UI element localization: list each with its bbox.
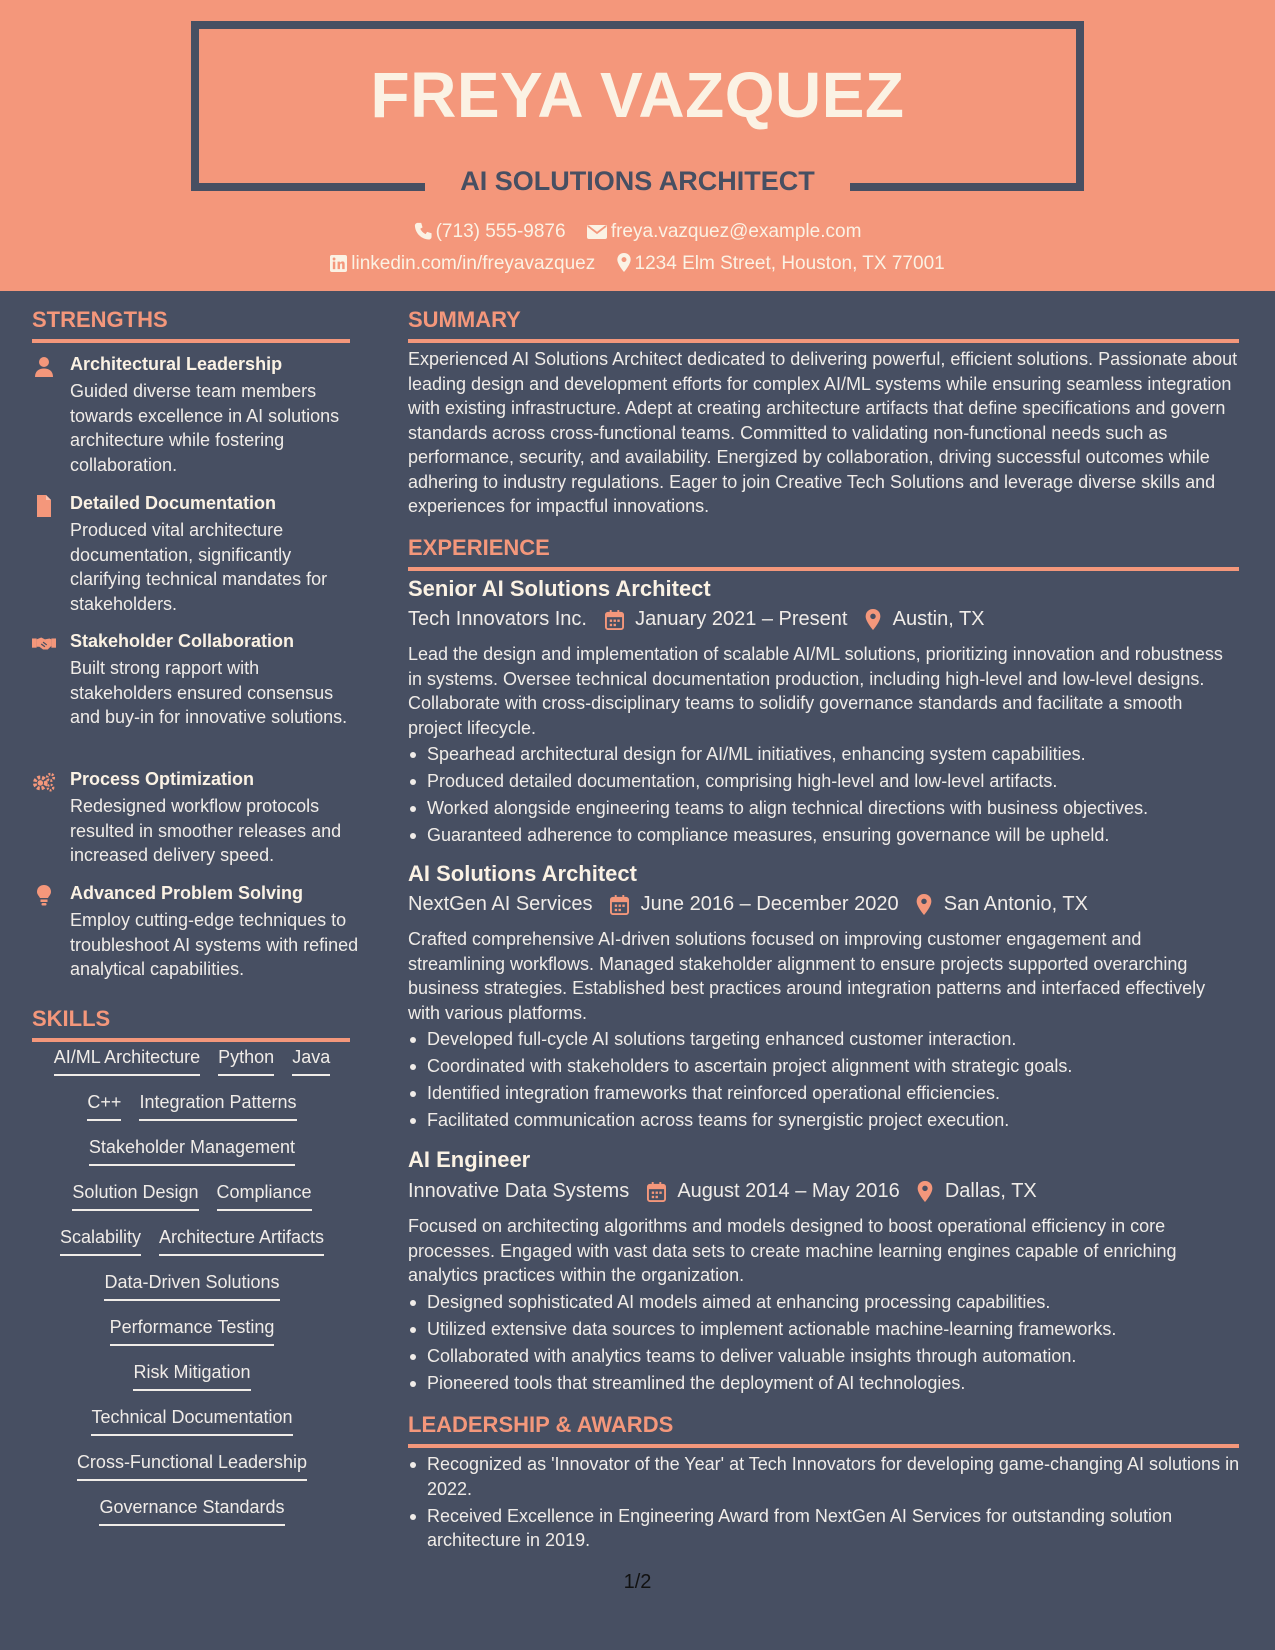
awards-list: [408, 1452, 1240, 1555]
envelope-icon: [587, 224, 607, 240]
page-number: 1/2: [623, 1571, 652, 1593]
job-meta: [408, 608, 985, 631]
list-item: Produced detailed documentation, comprising high-level and low-level artifacts.: [408, 769, 1240, 794]
strengths-heading: STRENGTHS: [32, 307, 350, 343]
resume-header: [0, 0, 1275, 291]
strength-description: Built strong rapport with stakeholders ensured consensus and buy-in for innovative solutions.: [70, 658, 348, 727]
skill-tag: Performance Testing: [110, 1317, 275, 1346]
job-role: AI Engineer: [408, 1147, 531, 1172]
map-pin-icon: [916, 894, 932, 915]
skill-row: [32, 1227, 352, 1272]
strength-title: Advanced Problem Solving: [70, 883, 304, 903]
lightbulb-icon: [32, 885, 56, 907]
skill-row: [32, 1362, 352, 1407]
job-company: NextGen AI Services: [408, 893, 593, 916]
address-contact: [617, 253, 945, 275]
skill-tag: Architecture Artifacts: [159, 1227, 324, 1256]
linkedin-text: linkedin.com/in/freyavazquez: [351, 253, 596, 274]
skill-row: [32, 1452, 352, 1497]
list-item: Pioneered tools that streamlined the deployment of AI technologies.: [408, 1371, 1240, 1396]
map-pin-icon: [865, 609, 881, 630]
job-description: Focused on architecting algorithms and models designed to boost operational efficiency in core processes. Engaged with vast data sets to create machine learning engines capable of enriching analytics practices within the organization.: [408, 1216, 1177, 1285]
skill-tag: Governance Standards: [99, 1497, 284, 1526]
contact-line-1: [0, 221, 1275, 243]
summary-text: Experienced AI Solutions Architect dedicated to delivering powerful, efficient solutions. Passionate about leading design and development efforts for complex AI/ML systems while ensuring seamless integration with existing infrastructure. Adept at creating architecture artifacts that define specifications and govern standards across cross-functional teams. Committed to validating non-functional needs such as performance, security, and availability. Energized by collaboration, driving successful outcomes while adhering to industry regulations. Eager to join Creative Tech Solutions and leverage diverse skills and experiences for impactful innovations.: [408, 349, 1238, 516]
list-item: Identified integration frameworks that reinforced operational efficiencies.: [408, 1081, 1240, 1106]
job-location: San Antonio, TX: [943, 893, 1088, 916]
skill-tag: Cross-Functional Leadership: [77, 1452, 307, 1481]
skill-row: [32, 1317, 352, 1362]
skill-tag: Scalability: [60, 1227, 141, 1256]
skill-tag: Python: [218, 1047, 274, 1076]
job-company: Innovative Data Systems: [408, 1180, 630, 1203]
skill-row: [32, 1272, 352, 1317]
skill-tag: Compliance: [217, 1182, 312, 1211]
strength-description: Employ cutting-edge techniques to troubleshoot AI systems with refined analytical capabilities.: [70, 910, 359, 979]
list-item: Designed sophisticated AI models aimed at enhancing processing capabilities.: [408, 1290, 1240, 1315]
list-item: Spearhead architectural design for AI/ML initiatives, enhancing system capabilities.: [408, 742, 1240, 767]
strength-description: Produced vital architecture documentation, significantly clarifying technical mandates for stakeholders.: [70, 520, 328, 614]
phone-contact[interactable]: [414, 221, 566, 243]
skill-row: [32, 1497, 352, 1542]
job-description: Lead the design and implementation of scalable AI/ML solutions, prioritizing innovation and robustness in systems. Oversee technical documentation production, including high-level and low-level designs. Collaborate with cross-disciplinary teams to solidify governance standards and facilitate a smooth project lifecycle.: [408, 644, 1223, 738]
job-location: Austin, TX: [892, 608, 985, 631]
job-bullets: [408, 742, 1240, 850]
map-pin-icon: [617, 253, 631, 272]
phone-icon: [414, 222, 432, 240]
user-icon: [32, 356, 56, 378]
map-pin-icon: [917, 1181, 933, 1202]
skill-row: [32, 1182, 352, 1227]
list-item: Recognized as 'Innovator of the Year' at Tech Innovators for developing game-changing AI solutions in 2022.: [408, 1452, 1240, 1501]
skill-tag: Technical Documentation: [91, 1407, 292, 1436]
phone-text: (713) 555-9876: [435, 221, 566, 242]
skills-list: [32, 1047, 352, 1542]
skill-tag: Solution Design: [72, 1182, 198, 1211]
job-bullets: [408, 1290, 1240, 1398]
strength-description: Redesigned workflow protocols resulted in smoother releases and increased delivery speed.: [70, 796, 342, 865]
skill-tag: Integration Patterns: [139, 1092, 296, 1121]
job-meta: [408, 1180, 1037, 1203]
skill-tag: C++: [87, 1092, 121, 1121]
skills-heading: SKILLS: [32, 1006, 350, 1042]
job-meta: [408, 893, 1088, 916]
email-text: freya.vazquez@example.com: [610, 221, 862, 242]
strength-title: Detailed Documentation: [70, 493, 277, 513]
list-item: Worked alongside engineering teams to align technical directions with business objectives.: [408, 796, 1240, 821]
list-item: Guaranteed adherence to compliance measures, ensuring governance will be upheld.: [408, 823, 1240, 848]
list-item: Collaborated with analytics teams to deliver valuable insights through automation.: [408, 1344, 1240, 1369]
email-contact[interactable]: [587, 221, 862, 243]
experience-heading: EXPERIENCE: [408, 535, 1239, 571]
gears-icon: [32, 771, 56, 793]
job-description: Crafted comprehensive AI-driven solutions focused on improving customer engagement and streamlining workflows. Managed stakeholder alignment to ensure projects supported overarching business strategies. Established best practices around integration patterns and interfaced effectively with various platforms.: [408, 929, 1206, 1023]
skill-tag: Data-Driven Solutions: [104, 1272, 279, 1301]
skill-row: [32, 1092, 352, 1137]
skill-tag: Java: [292, 1047, 330, 1076]
awards-heading: LEADERSHIP & AWARDS: [408, 1412, 1239, 1448]
list-item: Received Excellence in Engineering Award from NextGen AI Services for outstanding solution architecture in 2019.: [408, 1504, 1240, 1553]
strength-title: Architectural Leadership: [70, 354, 283, 374]
handshake-icon: [32, 633, 56, 655]
summary-heading: SUMMARY: [408, 307, 1239, 343]
skill-tag: Stakeholder Management: [89, 1137, 295, 1166]
contact-line-2: [0, 253, 1275, 275]
candidate-name: FREYA VAZQUEZ: [370, 59, 905, 131]
list-item: Utilized extensive data sources to implement actionable machine-learning frameworks.: [408, 1317, 1240, 1342]
job-dates: June 2016 – December 2020: [640, 893, 899, 916]
document-icon: [32, 495, 56, 517]
job-dates: August 2014 – May 2016: [677, 1180, 900, 1203]
skill-tag: Risk Mitigation: [133, 1362, 250, 1391]
calendar-icon: [647, 1182, 666, 1202]
list-item: Coordinated with stakeholders to ascertain project alignment with strategic goals.: [408, 1054, 1240, 1079]
calendar-icon: [605, 610, 624, 630]
skill-row: [32, 1137, 352, 1182]
calendar-icon: [610, 895, 629, 915]
job-dates: January 2021 – Present: [635, 608, 848, 631]
address-text: 1234 Elm Street, Houston, TX 77001: [634, 253, 945, 274]
list-item: Facilitated communication across teams for synergistic project execution.: [408, 1108, 1240, 1133]
strength-title: Stakeholder Collaboration: [70, 631, 295, 651]
strength-description: Guided diverse team members towards excellence in AI solutions architecture while fostering collaboration.: [70, 381, 340, 475]
linkedin-icon: [330, 255, 347, 272]
job-location: Dallas, TX: [944, 1180, 1037, 1203]
job-company: Tech Innovators Inc.: [408, 608, 587, 631]
job-title: AI SOLUTIONS ARCHITECT: [460, 166, 815, 196]
skill-row: [32, 1407, 352, 1452]
list-item: Developed full-cycle AI solutions targeting enhanced customer interaction.: [408, 1027, 1240, 1052]
job-bullets: [408, 1027, 1240, 1135]
job-role: Senior AI Solutions Architect: [408, 576, 711, 601]
strength-title: Process Optimization: [70, 769, 255, 789]
skill-row: [32, 1047, 352, 1092]
linkedin-contact[interactable]: [330, 253, 595, 275]
job-role: AI Solutions Architect: [408, 861, 637, 886]
skill-tag: AI/ML Architecture: [54, 1047, 200, 1076]
